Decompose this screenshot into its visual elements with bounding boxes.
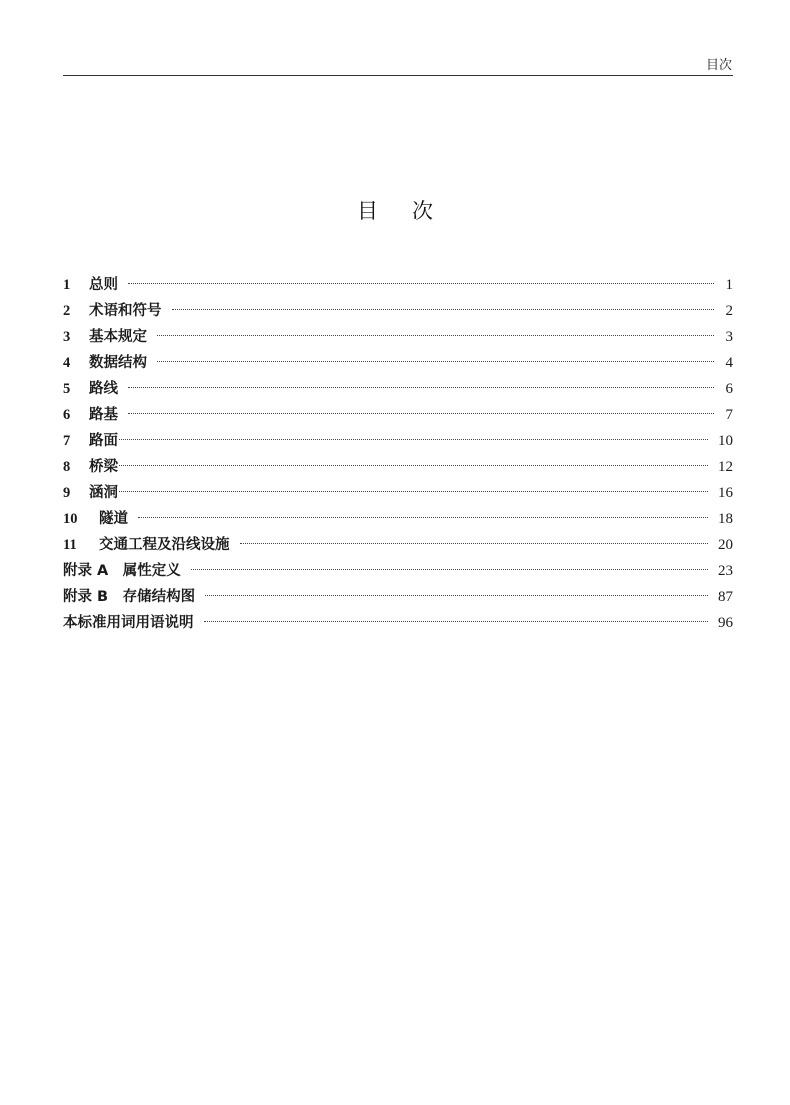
dot-leader	[128, 413, 714, 414]
toc-entry-6[interactable]	[63, 402, 733, 428]
dot-leader	[157, 335, 714, 336]
toc-entry-appendix-b[interactable]	[63, 584, 733, 610]
dot-leader	[157, 361, 714, 362]
toc-entry-appendix-a[interactable]	[63, 558, 733, 584]
toc-entry-page: 2	[725, 303, 733, 319]
toc-entry-page: 87	[718, 589, 733, 605]
dot-leader	[119, 439, 708, 440]
toc-entry-title: 基本规定	[89, 329, 147, 345]
dot-leader	[191, 569, 708, 570]
dot-leader	[119, 491, 708, 492]
toc-entry-page: 23	[718, 563, 733, 579]
table-of-contents	[63, 272, 733, 636]
toc-entry-page: 12	[718, 459, 733, 475]
toc-entry-title: 附录 B 存储结构图	[63, 589, 196, 605]
toc-entry-title: 数据结构	[89, 355, 147, 371]
toc-entry-page: 3	[725, 329, 733, 345]
dot-leader	[172, 309, 715, 310]
dot-leader	[128, 387, 714, 388]
toc-entry-title: 路线	[89, 381, 118, 397]
toc-entry-11[interactable]	[63, 532, 733, 558]
toc-entry-1[interactable]	[63, 272, 733, 298]
toc-entry-number: 11	[63, 537, 77, 553]
dot-leader	[128, 283, 714, 284]
toc-entry-number: 10	[63, 511, 78, 527]
toc-entry-page: 18	[718, 511, 733, 527]
toc-entry-page: 10	[718, 433, 733, 449]
toc-entry-8[interactable]	[63, 454, 733, 480]
toc-entry-title: 路面	[89, 433, 118, 449]
toc-entry-number: 8	[63, 459, 71, 475]
toc-entry-number: 4	[63, 355, 71, 371]
toc-entry-page: 6	[725, 381, 733, 397]
toc-entry-page: 20	[718, 537, 733, 553]
dot-leader	[240, 543, 709, 544]
toc-entry-3[interactable]	[63, 324, 733, 350]
toc-entry-wording-explanation[interactable]	[63, 610, 733, 636]
toc-entry-4[interactable]	[63, 350, 733, 376]
toc-entry-number: 2	[63, 303, 71, 319]
toc-entry-number: 1	[63, 277, 71, 293]
dot-leader	[204, 621, 709, 622]
toc-entry-title: 总则	[89, 277, 118, 293]
toc-entry-page: 1	[725, 277, 733, 293]
toc-entry-number: 6	[63, 407, 71, 423]
toc-entry-number: 7	[63, 433, 71, 449]
toc-entry-title: 涵洞	[89, 485, 118, 501]
toc-entry-5[interactable]	[63, 376, 733, 402]
toc-entry-9[interactable]	[63, 480, 733, 506]
toc-entry-title: 术语和符号	[89, 303, 162, 319]
toc-entry-title: 附录 A 属性定义	[63, 563, 181, 579]
toc-entry-title: 本标准用词用语说明	[63, 615, 194, 631]
toc-entry-number: 3	[63, 329, 71, 345]
toc-entry-page: 4	[725, 355, 733, 371]
dot-leader	[138, 517, 708, 518]
running-header: 目次	[705, 58, 732, 73]
toc-entry-title: 路基	[89, 407, 118, 423]
dot-leader	[205, 595, 708, 596]
dot-leader	[119, 465, 708, 466]
header-rule	[63, 75, 733, 76]
toc-entry-page: 16	[718, 485, 733, 501]
toc-entry-page: 96	[718, 615, 733, 631]
toc-entry-title: 隧道	[99, 511, 128, 527]
toc-entry-10[interactable]	[63, 506, 733, 532]
toc-entry-title: 交通工程及沿线设施	[99, 537, 230, 553]
toc-entry-number: 9	[63, 485, 71, 501]
toc-entry-title: 桥梁	[89, 459, 118, 475]
toc-entry-page: 7	[725, 407, 733, 423]
toc-entry-number: 5	[63, 381, 71, 397]
toc-entry-2[interactable]	[63, 298, 733, 324]
toc-entry-7[interactable]	[63, 428, 733, 454]
page-title: 目次	[357, 199, 467, 223]
